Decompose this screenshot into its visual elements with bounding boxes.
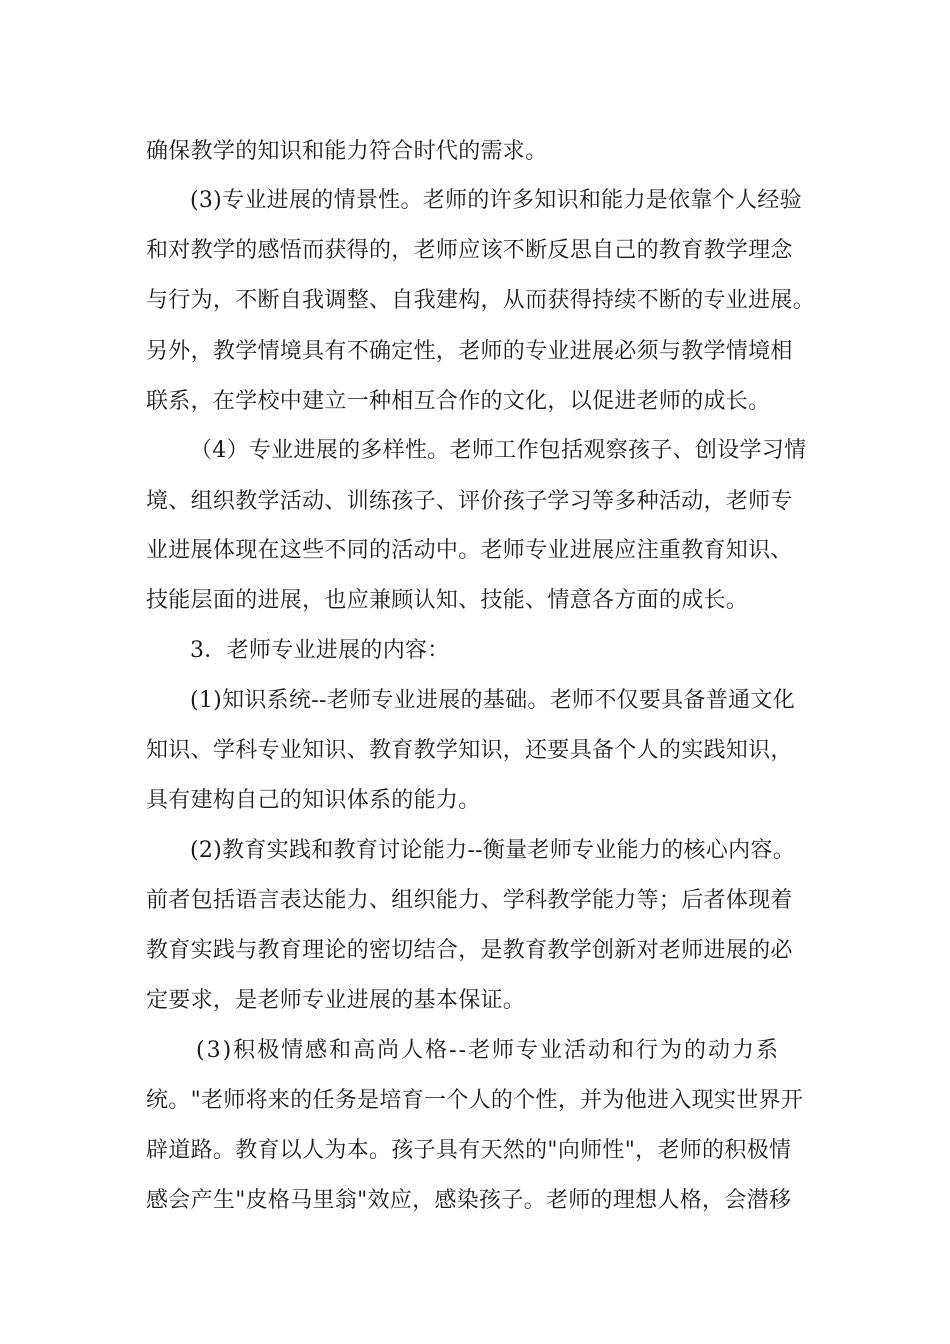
text-line: 统。"老师将来的任务是培育一个人的个性，并为他进入现实世界开 (146, 1088, 804, 1113)
text-line: (3)积极情感和高尚人格--老师专业活动和行为的动力系 (196, 1038, 781, 1063)
text-line: 与行为，不断自我调整、自我建构，从而获得持续不断的专业进展。 (146, 288, 816, 313)
text-line: (3)专业进展的情景性。老师的许多知识和能力是依靠个人经验 (190, 188, 802, 213)
text-line: 确保教学的知识和能力符合时代的需求。 (146, 139, 548, 164)
text-line: 知识、学科专业知识、教育教学知识，还要具备个人的实践知识， (146, 738, 793, 763)
text-line: 具有建构自己的知识体系的能力。 (146, 788, 481, 813)
text-line: 联系，在学校中建立一种相互合作的文化，以促进老师的成长。 (146, 389, 771, 414)
text-line: (2)教育实践和教育讨论能力--衡量老师专业能力的核心内容。 (190, 838, 796, 863)
text-line: 教育实践与教育理论的密切结合，是教育教学创新对老师进展的必 (146, 938, 793, 963)
text-line: 辟道路。教育以人为本。孩子具有天然的"向师性"，老师的积极情 (146, 1138, 792, 1163)
text-line: (1)知识系统--老师专业进展的基础。老师不仅要具备普通文化 (190, 688, 796, 713)
text-line: 业进展体现在这些不同的活动中。老师专业进展应注重教育知识、 (146, 538, 793, 563)
text-line: 技能层面的进展，也应兼顾认知、技能、情意各方面的成长。 (146, 588, 749, 613)
text-line: 和对教学的感悟而获得的，老师应该不断反思自己的教育教学理念 (146, 238, 793, 263)
text-line: 另外，教学情境具有不确定性，老师的专业进展必须与教学情境相 (146, 339, 793, 364)
text-line: 前者包括语言表达能力、组织能力、学科教学能力等；后者体现着 (146, 888, 793, 913)
text-line: 定要求，是老师专业进展的基本保证。 (146, 988, 526, 1013)
text-line: 境、组织教学活动、训练孩子、评价孩子学习等多种活动，老师专 (146, 489, 793, 514)
text-line: 感会产生"皮格马里翁"效应，感染孩子。老师的理想人格，会潜移 (146, 1188, 792, 1213)
section-heading: 3．老师专业进展的内容： (190, 638, 450, 663)
text-line: （4）专业进展的多样性。老师工作包括观察孩子、创设学习情 (190, 438, 807, 463)
